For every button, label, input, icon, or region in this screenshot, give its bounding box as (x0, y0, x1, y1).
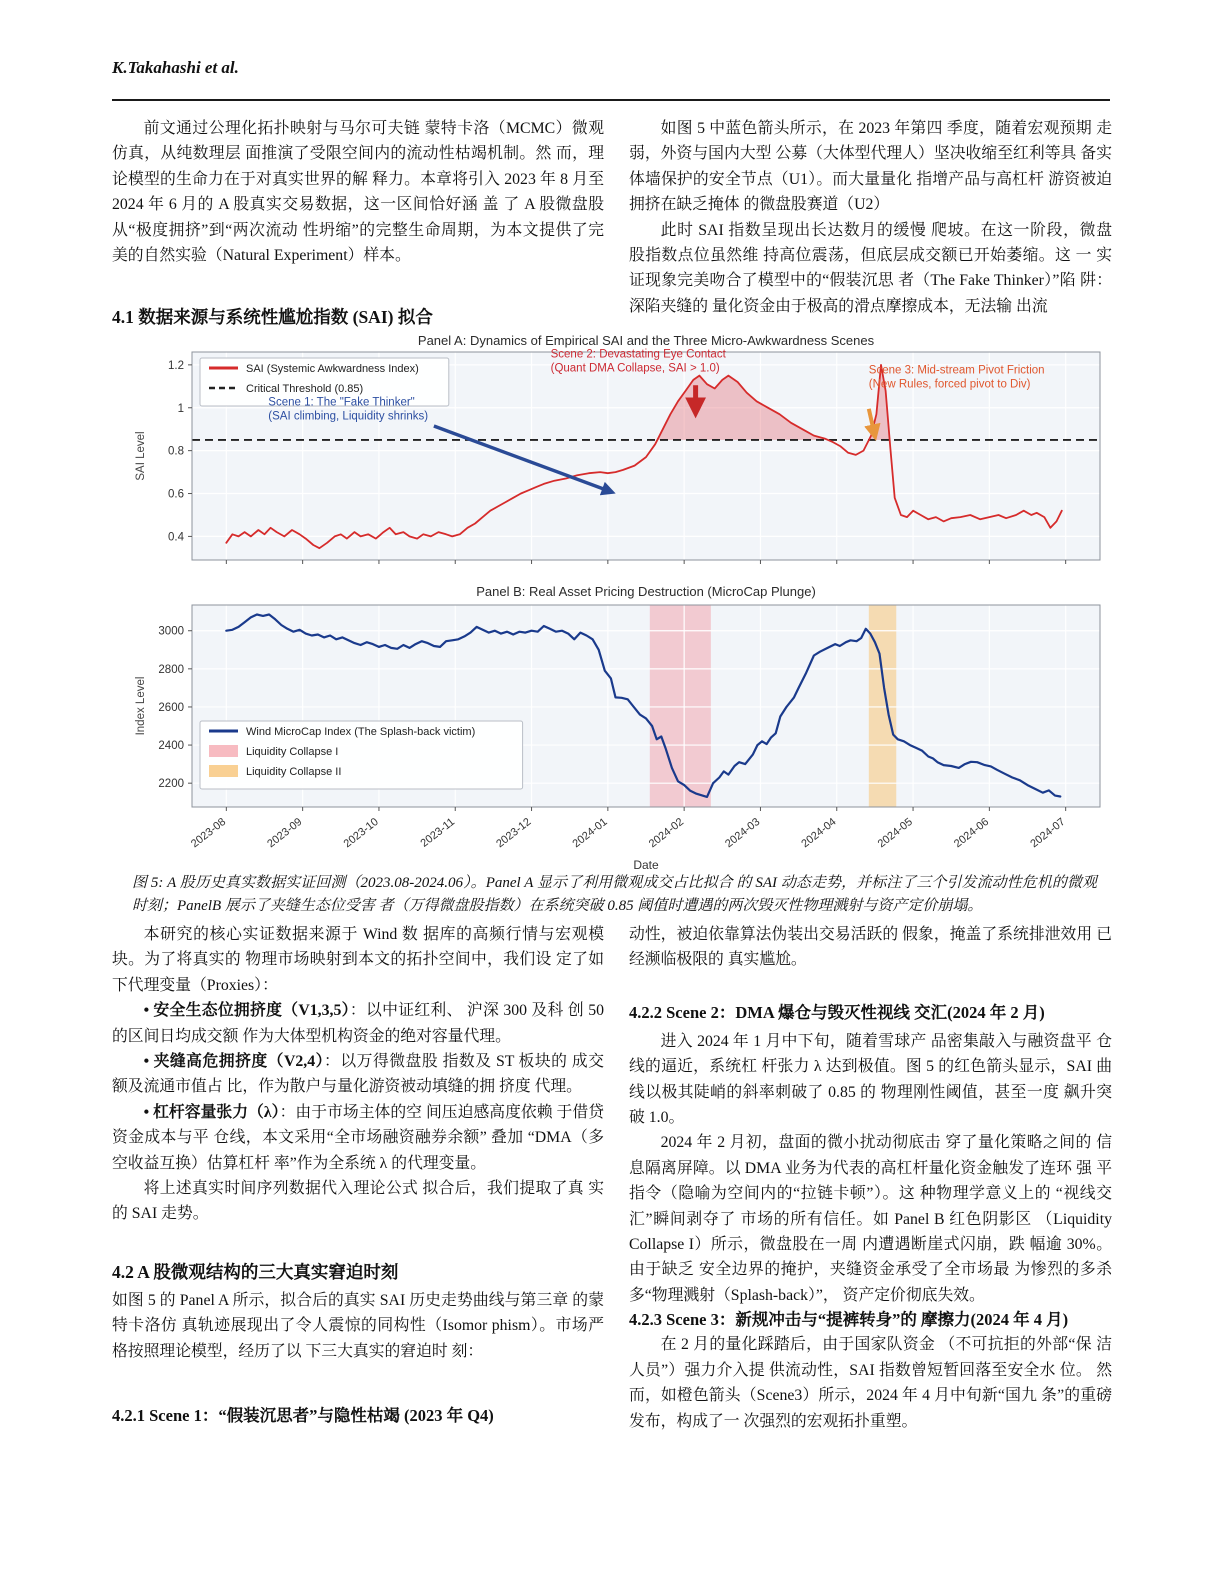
svg-text:2024-03: 2024-03 (723, 815, 763, 851)
bullet-text: ：以万得微盘股 指数及 ST 板块的 成交额及流通市值占 比，作为散户与量化游资被动填缝的拥 挤度 代理。 (112, 1053, 605, 1096)
figure-5-caption: 图 5: A 股历史真实数据实证回测（2023.08-2024.06）。Panel A 显示了利用微观成交占比拟合 的 SAI 动态走势，并标注了三个引发流动性危机的微观时刻；PanelB 展示了夹缝生态位受害 者（万得微盘股指数）在系统突破 0.85 阈值时遭遇的两次毁灭性物理溅射与资产定价崩塌。 (132, 875, 1097, 914)
figure-5 (130, 332, 1110, 870)
paragraph: 将上述真实时间序列数据代入理论公式 拟合后，我们提取了真 实的 SAI 走势。 (112, 1180, 604, 1223)
paragraph: 在 2 月的量化踩踏后，由于国家队资金 （不可抗拒的外部“保 洁人员”）强力介入提 供流动性，SAI 指数曾短暂回落至安全水 位。 然而，如橙色箭头（Scene3）所示，2024 年 4 月中旬新“国九 条”的重磅发布，构成了一 次强烈的宏观拓扑重塑。 (629, 1336, 1112, 1430)
svg-text:2023-10: 2023-10 (341, 815, 381, 851)
svg-text:0.6: 0.6 (168, 488, 184, 501)
svg-text:Liquidity Collapse II: Liquidity Collapse II (246, 766, 342, 778)
svg-text:0.4: 0.4 (168, 531, 184, 544)
column-top-left (112, 116, 604, 268)
svg-text:2023-11: 2023-11 (418, 815, 458, 850)
paragraph: 如图 5 的 Panel A 所示，拟合后的真实 SAI 历史走势曲线与第三章 的蒙特卡洛仿 真轨迹展现出了令人震惊的同构性（Isomor phism）。市场严格按照理论模型，经历了以 下三大真实的窘迫时 刻： (112, 1291, 604, 1360)
bullet-text: ：以中证红利、 沪深 300 及科 创 50 的区间日均成交额 作为大体型机构资金的绝对容量代理。 (112, 1002, 604, 1045)
column-bottom-right (629, 922, 1112, 1434)
section-heading-4-1: 4.1 数据来源与系统性尴尬指数 (SAI) 拟合 (112, 307, 433, 327)
svg-text:2024-07: 2024-07 (1028, 815, 1068, 851)
section-heading-4-2-3: 4.2.3 Scene 3：新规冲击与“提裤转身”的 摩擦力(2024 年 4 月) (629, 1310, 1069, 1330)
paragraph: 2024 年 2 月初，盘面的微小扰动彻底击 穿了量化策略之间的 信息隔离屏障。以 DMA 业务为代表的高杠杆量化资金触发了连环 强 平指令（隐喻为空间内的“拉链卡顿”）。这 种物理学意义上的 “视线交汇”瞬间剥夺了 市场的所有信任。如 Panel B 红色阴影区 （Liquidity Collapse I）所示，微盘股在一周 内遭遇断崖式闪崩，跌 幅逾 30%。由于缺乏 安全边界的掩护，夹缝资金承受了全市场最 为惨烈的多杀多“物理溅射（Splash-back）”， 资产定价彻底失效。 (629, 1134, 1112, 1304)
bullet-term: • 夹缝高危拥挤度（V2,4） (143, 1053, 325, 1071)
svg-text:2024-06: 2024-06 (952, 815, 992, 851)
svg-text:Wind MicroCap Index (The Splas: Wind MicroCap Index (The Splash-back victim) (246, 726, 476, 738)
svg-text:2024-01: 2024-01 (570, 815, 610, 851)
svg-text:1.2: 1.2 (168, 359, 184, 372)
svg-text:SAI Level: SAI Level (135, 431, 147, 481)
panel-a-sai-chart (130, 332, 1110, 578)
svg-text:Date: Date (633, 858, 659, 872)
paragraph: 此时 SAI 指数呈现出长达数月的缓慢 爬坡。在这一阶段，微盘 股指数点位虽然维 持高位震荡，但底层成交额已开始萎缩。这 一 实证现象完美吻合了模型中的“假装沉思 者（The Fake Thinker）”陷 阱：深陷夹缝的 量化资金由于极高的滑点摩擦成本，无法输 出流 (629, 221, 1112, 315)
header-rule (112, 99, 1110, 101)
svg-text:2024-02: 2024-02 (646, 815, 686, 851)
svg-text:2023-08: 2023-08 (188, 815, 229, 851)
svg-text:3000: 3000 (158, 625, 184, 638)
svg-text:2023-09: 2023-09 (265, 815, 305, 851)
paragraph: 进入 2024 年 1 月中下旬，随着雪球产 品密集敲入与融资盘平 仓线的逼近，系统杠 杆张力 λ 达到极值。图 5 的红色箭头显示，SAI 曲线以极其陡峭的斜率刺破了 0.85 的 物理刚性阈值，甚至一度 飙升突破 1.0。 (629, 1032, 1112, 1127)
column-bottom-left (112, 922, 604, 1428)
bullet-item (112, 1049, 604, 1100)
bullet-text: ：由于市场主体的空 间压迫感高度依赖 于借贷资金成本与平 仓线，本文采用“全市场融资融券余额” 叠加 “DMA（多空收益互换）估算杠杆 率”作为全系统 λ 的代理变量。 (112, 1103, 605, 1172)
section-heading-4-2-2: 4.2.2 Scene 2：DMA 爆仓与毁灭性视线 交汇(2024 年 2 月) (629, 1002, 1045, 1022)
bullet-term: • 杠杆容量张力（λ） (143, 1103, 280, 1121)
bullet-item (112, 1100, 604, 1176)
bullet-term: • 安全生态位拥挤度（V1,3,5） (143, 1002, 350, 1020)
svg-text:2024-05: 2024-05 (875, 815, 915, 851)
section-heading-4-2: 4.2 A 股微观结构的三大真实窘迫时刻 (112, 1261, 399, 1282)
svg-text:Scene 3: Mid-stream Pivot Fric: Scene 3: Mid-stream Pivot Friction (New Rules, forced pivot to Div) (868, 364, 1045, 391)
bullet-item (112, 998, 604, 1049)
svg-text:Panel A: Dynamics of Empirical: Panel A: Dynamics of Empirical SAI and the Three Micro-Awkwardness Scenes (417, 333, 875, 348)
paragraph: 动性，被迫依靠算法伪装出交易活跃的 假象，掩盖了系统排泄效用 已经濒临极限的 真实尴尬。 (629, 926, 1112, 969)
svg-text:2800: 2800 (158, 663, 184, 676)
svg-text:Panel B: Real Asset Pricing De: Panel B: Real Asset Pricing Destruction (MicroCap Plunge) (476, 584, 816, 599)
svg-text:1: 1 (177, 402, 184, 415)
svg-text:Scene 1: The "Fake Thinker"(SA: Scene 1: The "Fake Thinker" (SAI climbing, Liquidity shrinks) (268, 396, 429, 423)
section-heading-4-2-1: 4.2.1 Scene 1：“假装沉思者”与隐性枯竭 (2023 年 Q4) (112, 1406, 494, 1426)
svg-text:2023-12: 2023-12 (494, 815, 534, 851)
paragraph: 本研究的核心实证数据来源于 Wind 数 据库的高频行情与宏观模块。为了将真实的 物理市场映射到本文的拓扑空间中，我们设 定了如下代理变量（Proxies）： (112, 926, 604, 994)
svg-text:Critical Threshold (0.85): Critical Threshold (0.85) (246, 383, 364, 395)
svg-text:Liquidity Collapse I: Liquidity Collapse I (246, 746, 339, 758)
svg-text:Scene 2: Devastating Eye Conta: Scene 2: Devastating Eye Contact (Quant DMA Collapse, SAI > 1.0) (550, 348, 726, 375)
svg-text:2600: 2600 (158, 701, 184, 714)
svg-text:2200: 2200 (158, 778, 184, 791)
svg-text:2400: 2400 (158, 740, 184, 753)
running-header-author: K.Takahashi et al. (112, 58, 239, 77)
svg-text:SAI (Systemic Awkwardness Inde: SAI (Systemic Awkwardness Index) (246, 363, 419, 375)
svg-text:2024-04: 2024-04 (799, 815, 839, 851)
paragraph: 如图 5 中蓝色箭头所示，在 2023 年第四 季度，随着宏观预期 走弱，外资与国内大型 公募（大体型代理人）坚决收缩至红利等具 备实体墙保护的安全节点（U1）。而大量量化 指增产品与高杠杆 游资被迫拥挤在缺乏掩体 的微盘股赛道（U2） (629, 120, 1112, 214)
svg-text:0.8: 0.8 (168, 445, 184, 458)
paragraph: 前文通过公理化拓扑映射与马尔可夫链 蒙特卡洛（MCMC）微观仿真，从纯数理层 面推演了受限空间内的流动性枯竭机制。然 而，理论模型的生命力在于对真实世界的解 释力。本章将引入 2023 年 8 月至 2024 年 6 月的 A 股真实交易数据，这一区间恰好涵 盖 了 A 股微盘股从“极度拥挤”到“两次流动 性坍缩”的完整生命周期，为本文提供了完 美的自然实验（Natural Experiment）样本。 (112, 120, 604, 265)
svg-text:Index Level: Index Level (135, 676, 147, 736)
panel-b-microcap-chart (130, 583, 1110, 875)
column-top-right (629, 116, 1112, 319)
